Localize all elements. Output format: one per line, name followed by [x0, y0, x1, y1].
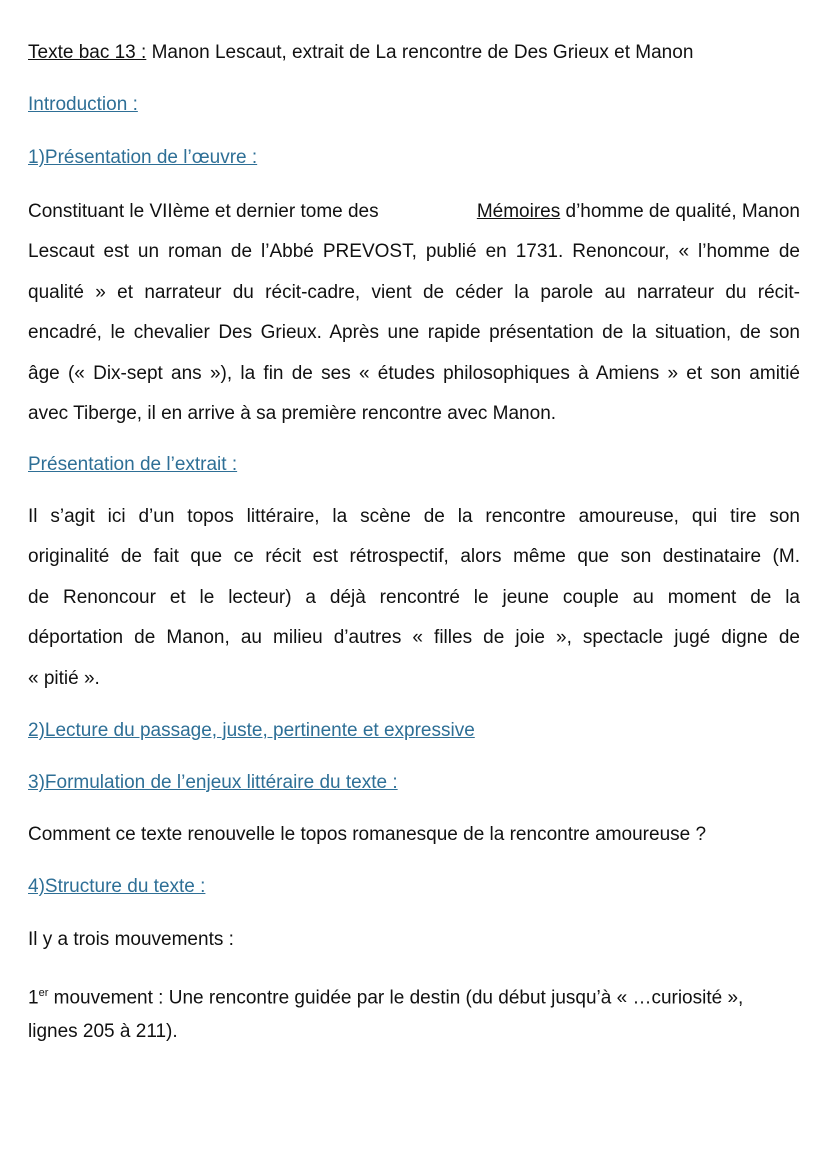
section3-heading: 3)Formulation de l’enjeux littéraire du texte : — [28, 772, 398, 793]
paragraph-line: Il s’agit ici d’un topos littéraire, la scène de la rencontre amoureuse, qui tire son — [28, 506, 800, 527]
paragraph-line: âge (« Dix-sept ans »), la fin de ses « études philosophiques à Amiens » et son amitié — [28, 362, 800, 384]
section4-heading: 4)Structure du texte : — [28, 876, 206, 897]
extrait-heading: Présentation de l’extrait : — [28, 454, 238, 475]
paragraph-line: encadré, le chevalier Des Grieux. Après une rapide présentation de la situation, de son — [28, 322, 800, 344]
text-span: d’homme de qualité, Manon — [560, 201, 800, 222]
mouvement1-line — [28, 973, 800, 1013]
section1-paragraph — [28, 192, 800, 434]
document-title — [28, 33, 800, 73]
paragraph-line: qualité » et narrateur du récit-cadre, vient de céder la parole au narrateur du récit- — [28, 281, 800, 303]
section2-heading: 2)Lecture du passage, juste, pertinente et expressive — [28, 720, 475, 741]
paragraph-line: originalité de fait que ce récit est rétrospectif, alors même que son destinataire (M. — [28, 546, 800, 568]
title-text: Manon Lescaut, extrait de La rencontre de Des Grieux et Manon — [151, 42, 694, 63]
text-span: Constituant le VIIème et dernier tome des — [28, 201, 379, 222]
extrait-paragraph — [28, 497, 800, 699]
memoires-title: Mémoires — [476, 201, 561, 222]
problematique-text: Comment ce texte renouvelle le topos romanesque de la rencontre amoureuse ? — [28, 824, 707, 845]
mouvement1-text: mouvement : Une rencontre guidée par le destin (du début jusqu’à « …curiosité », — [48, 987, 744, 1009]
section1-heading: 1)Présentation de l’œuvre : — [28, 147, 258, 168]
paragraph-line: Lescaut est un roman de l’Abbé PREVOST, publié en 1731. Renoncour, « l’homme de — [28, 241, 800, 263]
paragraph-line: déportation de Manon, au milieu d’autres « filles de joie », spectacle jugé digne de — [28, 627, 800, 649]
mouvement1-lines: lignes 205 à 211). — [28, 1021, 178, 1042]
ordinal-suffix: er — [38, 987, 49, 999]
mouvement-number: 1 — [28, 987, 39, 1009]
introduction-heading: Introduction : — [28, 94, 138, 115]
paragraph-line — [28, 192, 800, 232]
paragraph-line: de Renoncour et le lecteur) a déjà rencontré le jeune couple au moment de la — [28, 586, 800, 608]
title-label: Texte bac 13 : — [28, 42, 147, 63]
paragraph-line: « pitié ». — [28, 667, 100, 689]
structure-intro: Il y a trois mouvements : — [28, 929, 234, 950]
paragraph-line: avec Tiberge, il en arrive à sa première rencontre avec Manon. — [28, 402, 557, 424]
